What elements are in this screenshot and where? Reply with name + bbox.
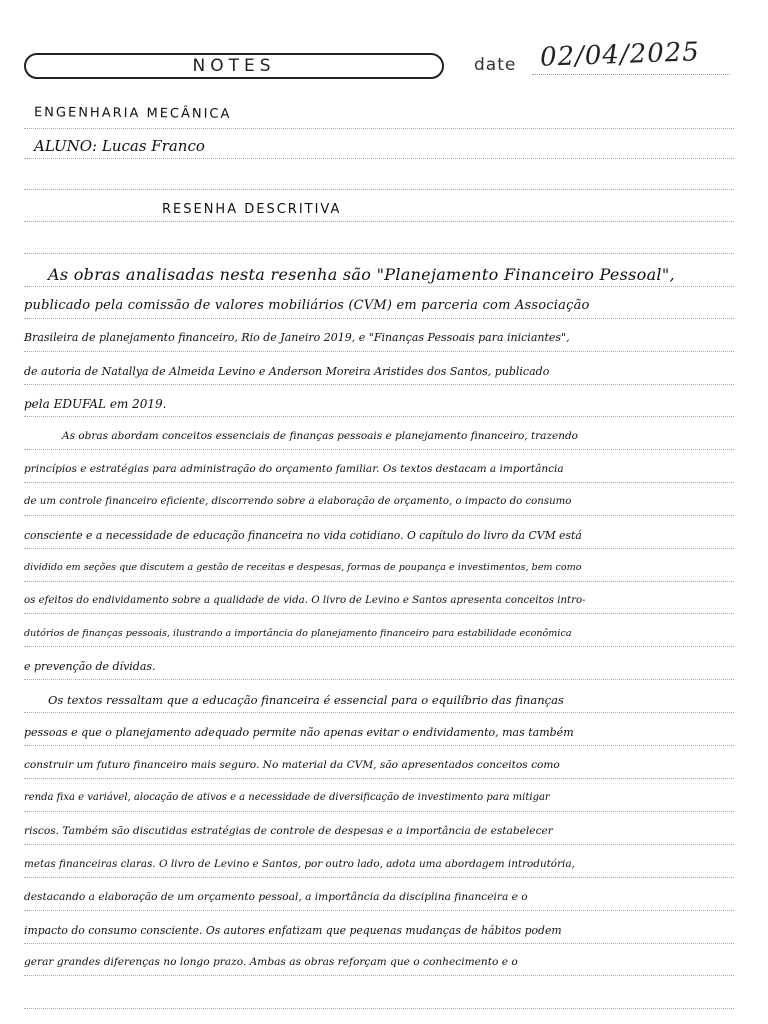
course-name: ENGENHARIA MECÂNICA [33,105,232,122]
rule-line [24,581,734,582]
rule-line [24,318,734,319]
rule-line [24,877,734,878]
rule-line [24,482,734,483]
rule-line [24,811,734,812]
rule-line [24,778,734,779]
body-line: As obras abordam conceitos essenciais de finanças pessoais e planejamento financeiro, trazendo [62,430,578,442]
rule-line [24,449,734,450]
body-line: renda fixa e variável, alocação de ativos e a necessidade de diversificação de investimento para mitigar [24,792,550,803]
body-line: gerar grandes diferenças no longo prazo. Ambas as obras reforçam que o conhecimento e o [24,956,518,968]
rule-line [24,158,734,159]
rule-line [24,351,734,352]
rule-line [24,548,734,549]
rule-line [24,745,734,746]
body-line: os efeitos do endividamento sobre a qualidade de vida. O livro de Levino e Santos apresenta conceitos intro- [24,595,586,606]
date-underline [532,74,730,75]
notes-label: NOTES [192,56,276,76]
body-line: publicado pela comissão de valores mobiliários (CVM) em parceria com Associação [24,298,590,313]
body-line: de autoria de Natallya de Almeida Levino e Anderson Moreira Aristides dos Santos, publicado [24,365,550,378]
body-line: riscos. Também são discutidas estratégias de controle de despesas e a importância de estabelecer [24,825,553,837]
rule-line [24,253,734,254]
body-line: destacando a elaboração de um orçamento pessoal, a importância da disciplina financeira e o [24,891,528,903]
rule-line [24,221,734,222]
body-line: pessoas e que o planejamento adequado permite não apenas evitar o endividamento, mas também [24,726,574,739]
rule-line [24,943,734,944]
rule-line [24,189,734,190]
rule-line [24,910,734,911]
date-label: date [474,55,517,75]
notes-title-box [24,53,444,79]
rule-line [24,1008,734,1009]
body-line: de um controle financeiro eficiente, discorrendo sobre a elaboração de orçamento, o impacto do consumo [24,496,572,507]
body-line: consciente e a necessidade de educação financeira no vida cotidiano. O capítulo do livro da CVM está [24,529,582,542]
student-name: ALUNO: Lucas Franco [34,137,205,155]
body-line: princípios e estratégias para administração do orçamento familiar. Os textos destacam a importância [24,463,564,475]
rule-line [24,613,734,614]
rule-line [24,128,734,129]
body-line: dividido em seções que discutem a gestão de receitas e despesas, formas de poupança e investimentos, bem como [24,562,582,573]
body-line: As obras analisadas nesta resenha são "Planejamento Financeiro Pessoal", [48,265,675,284]
rule-line [24,646,734,647]
body-line: Os textos ressaltam que a educação financeira é essencial para o equilíbrio das finanças [48,693,564,707]
rule-line [24,416,734,417]
date-value: 02/04/2025 [539,37,701,73]
body-line: Brasileira de planejamento financeiro, Rio de Janeiro 2019, e "Finanças Pessoais para iniciantes", [24,331,570,344]
body-line: metas financeiras claras. O livro de Levino e Santos, por outro lado, adota uma abordagem introdutória, [24,858,575,870]
body-line: dutórios de finanças pessoais, ilustrando a importância do planejamento financeiro para estabilidade econômica [24,628,572,639]
rule-line [24,286,734,287]
rule-line [24,515,734,516]
rule-line [24,844,734,845]
body-line: e prevenção de dívidas. [24,660,156,673]
body-line: construir um futuro financeiro mais seguro. No material da CVM, são apresentados conceitos como [24,759,560,771]
rule-line [24,679,734,680]
rule-line [24,384,734,385]
review-title: RESENHA DESCRITIVA [162,202,342,217]
rule-line [24,712,734,713]
rule-line [24,975,734,976]
body-line: pela EDUFAL em 2019. [24,397,167,411]
body-line: impacto do consumo consciente. Os autores enfatizam que pequenas mudanças de hábitos podem [24,924,562,937]
